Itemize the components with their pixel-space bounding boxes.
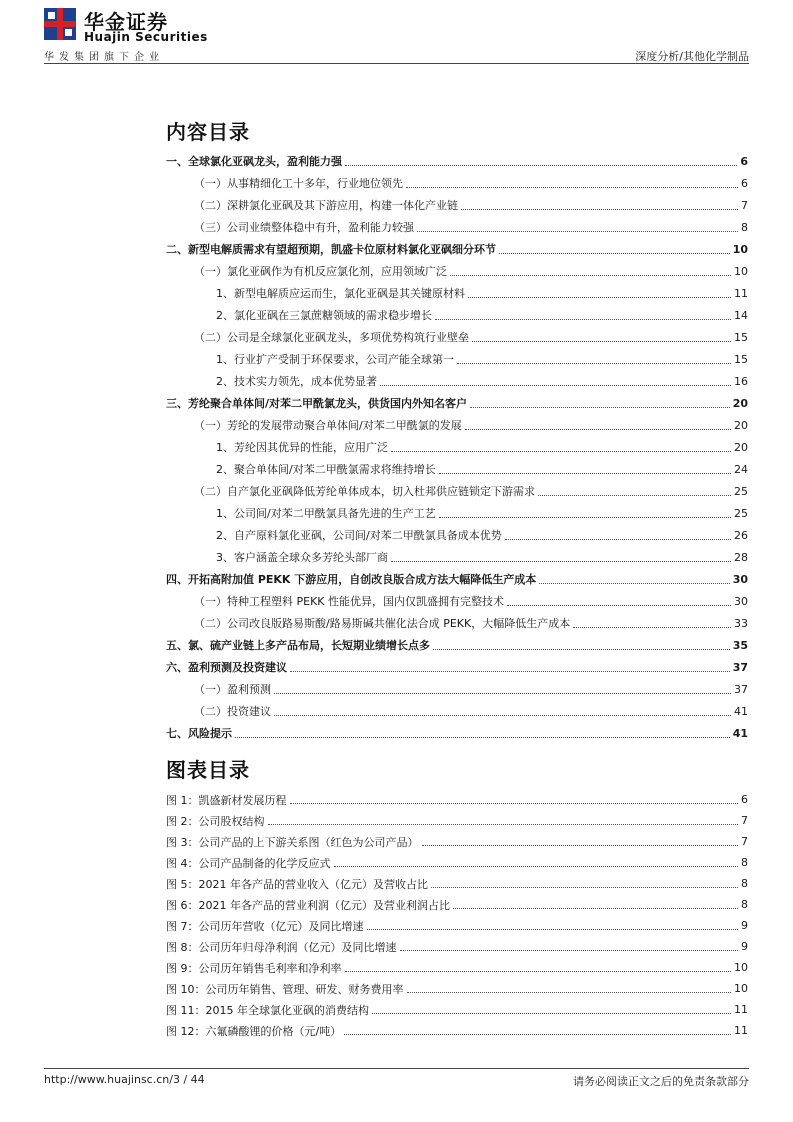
toc-entry-title: 3、客户涵盖全球众多芳纶头部厂商 — [216, 551, 388, 564]
toc-entry[interactable] — [166, 304, 748, 326]
toc-entry-page: 28 — [734, 550, 748, 564]
dot-leader — [470, 407, 730, 408]
toc-entry[interactable] — [166, 172, 748, 194]
figure-entry[interactable] — [166, 873, 748, 894]
toc-entry[interactable] — [166, 722, 748, 744]
toc-entry-page: 25 — [734, 484, 748, 498]
toc-entry-title: 五、氯、硫产业链上多产品布局，长短期业绩增长点多 — [166, 639, 430, 652]
toc-entry-page: 20 — [734, 418, 748, 432]
toc-entry[interactable] — [166, 150, 748, 172]
toc-entry-title: 二、新型电解质需求有望超预期，凯盛卡位原材料氯化亚砜细分环节 — [166, 243, 496, 256]
toc-entry-page: 16 — [734, 374, 748, 388]
toc-entry-page: 30 — [732, 572, 748, 586]
dot-leader — [539, 583, 729, 584]
toc-entry-page: 25 — [734, 506, 748, 520]
figure-entry-page: 8 — [741, 898, 748, 911]
dot-leader — [505, 539, 731, 540]
toc-entry[interactable] — [166, 436, 748, 458]
figure-entry[interactable] — [166, 999, 748, 1020]
toc-entry[interactable] — [166, 216, 748, 238]
toc-entry-page: 8 — [741, 220, 748, 234]
dot-leader — [400, 950, 739, 951]
toc-entry-page: 41 — [734, 704, 748, 718]
figure-entry-title: 图 4：公司产品制备的化学反应式 — [166, 856, 331, 870]
figure-entry-title: 图 3：公司产品的上下游关系图（红色为公司产品） — [166, 835, 419, 849]
toc-entry-title: 七、风险提示 — [166, 727, 232, 740]
footer-url[interactable]: http://www.huajinsc.cn/ — [44, 1073, 173, 1086]
toc-entry-title: 2、氯化亚砜在三氯蔗糖领域的需求稳步增长 — [216, 309, 432, 322]
figure-entry-title: 图 12：六氟磷酸锂的价格（元/吨） — [166, 1024, 342, 1038]
toc-entry[interactable] — [166, 524, 748, 546]
toc-entry-title: 六、盈利预测及投资建议 — [166, 661, 287, 674]
toc-entry[interactable] — [166, 238, 748, 260]
toc-entry-title: 1、行业扩产受制于环保要求，公司产能全球第一 — [216, 353, 454, 366]
figure-entry-page: 11 — [734, 1003, 748, 1016]
figure-entry[interactable] — [166, 1020, 748, 1041]
toc-entry-title: （一）芳纶的发展带动聚合单体间/对苯二甲酰氯的发展 — [194, 419, 462, 432]
dot-leader — [573, 627, 731, 628]
figure-entry-title: 图 10：公司历年销售、管理、研发、财务费用率 — [166, 982, 404, 996]
toc-entry-title: （三）公司业绩整体稳中有升，盈利能力较强 — [194, 221, 414, 234]
figure-entry-page: 9 — [741, 940, 748, 953]
figure-list — [166, 789, 748, 1041]
dot-leader — [468, 297, 731, 298]
dot-leader — [334, 866, 739, 867]
toc-entry-page: 37 — [732, 660, 748, 674]
toc-entry-page: 10 — [732, 242, 748, 256]
toc-entry-page: 14 — [734, 308, 748, 322]
dot-leader — [461, 209, 738, 210]
figure-entry-title: 图 8：公司历年归母净利润（亿元）及同比增速 — [166, 940, 397, 954]
dot-leader — [422, 845, 739, 846]
toc-entry[interactable] — [166, 392, 748, 414]
toc-entry[interactable] — [166, 414, 748, 436]
toc-entry-title: 1、芳纶因其优异的性能，应用广泛 — [216, 441, 388, 454]
figure-entry-page: 6 — [741, 793, 748, 806]
toc-entry-title: 2、聚合单体间/对苯二甲酰氯需求将维持增长 — [216, 463, 436, 476]
toc-entry[interactable] — [166, 546, 748, 568]
dot-leader — [439, 517, 731, 518]
dot-leader — [431, 887, 738, 888]
toc-entry-page: 7 — [741, 198, 748, 212]
toc-entry-page: 11 — [734, 286, 748, 300]
toc-entry-page: 26 — [734, 528, 748, 542]
header-subtitle: 华发集团旗下企业 — [44, 52, 164, 63]
toc-entry[interactable] — [166, 700, 748, 722]
dot-leader — [439, 473, 731, 474]
dot-leader — [235, 737, 730, 738]
report-type: 深度分析/其他化学制品 — [635, 50, 749, 63]
figure-entry-title: 图 5：2021 年各产品的营业收入（亿元）及营收占比 — [166, 877, 428, 891]
dot-leader — [472, 341, 731, 342]
dot-leader — [290, 803, 739, 804]
toc-entry-page: 37 — [734, 682, 748, 696]
toc-entry-title: 一、全球氯化亚砜龙头，盈利能力强 — [166, 155, 342, 168]
toc-entry-page: 24 — [734, 462, 748, 476]
dot-leader — [345, 971, 732, 972]
dot-leader — [499, 253, 730, 254]
toc-entry-title: （二）自产氯化亚砜降低芳纶单体成本，切入杜邦供应链锁定下游需求 — [194, 485, 535, 498]
toc-entry[interactable] — [166, 370, 748, 392]
toc-entry-page: 6 — [741, 176, 748, 190]
dot-leader — [274, 693, 731, 694]
header-divider — [44, 63, 749, 64]
toc-entry-title: 2、技术实力领先，成本优势显著 — [216, 375, 377, 388]
dot-leader — [538, 495, 731, 496]
toc-entry-page: 33 — [734, 616, 748, 630]
figure-entry-title: 图 2：公司股权结构 — [166, 814, 265, 828]
toc-entry[interactable] — [166, 326, 748, 348]
page-number: 3 / 44 — [172, 1073, 205, 1086]
toc-entry[interactable] — [166, 678, 748, 700]
figure-entry[interactable] — [166, 810, 748, 831]
dot-leader — [507, 605, 731, 606]
figure-entry-title: 图 9：公司历年销售毛利率和净利率 — [166, 961, 342, 975]
brand-name-cn: 华金证券 — [84, 10, 168, 34]
footer-disclaimer: 请务必阅读正文之后的免责条款部分 — [573, 1075, 749, 1088]
dot-leader — [268, 824, 739, 825]
dot-leader — [433, 649, 730, 650]
figure-entry-title: 图 11：2015 年全球氯化亚砜的消费结构 — [166, 1003, 369, 1017]
dot-leader — [406, 187, 738, 188]
toc-entry-page: 41 — [732, 726, 748, 740]
figure-entry-page: 7 — [741, 814, 748, 827]
footer-url-and-page — [44, 1073, 205, 1086]
figure-entry-page: 8 — [741, 877, 748, 890]
toc-entry-page: 35 — [732, 638, 748, 652]
toc-entry-page: 6 — [740, 154, 748, 168]
toc-entry[interactable] — [166, 656, 748, 678]
toc-entry-page: 10 — [734, 264, 748, 278]
figure-entry[interactable] — [166, 936, 748, 957]
toc-entry-title: 1、新型电解质应运而生，氯化亚砜是其关键原材料 — [216, 287, 465, 300]
dot-leader — [391, 561, 731, 562]
toc-entry-title: （一）氯化亚砜作为有机反应氯化剂，应用领域广泛 — [194, 265, 447, 278]
toc-entry[interactable] — [166, 458, 748, 480]
dot-leader — [367, 929, 739, 930]
figure-entry-page: 8 — [741, 856, 748, 869]
figure-entry-title: 图 1：凯盛新材发展历程 — [166, 793, 287, 807]
toc-entry-title: 2、自产原料氯化亚砜，公司间/对苯二甲酰氯具备成本优势 — [216, 529, 502, 542]
page-header — [44, 0, 749, 64]
huajin-logo-icon — [44, 8, 76, 40]
toc-entry-title: （二）投资建议 — [194, 705, 271, 718]
dot-leader — [290, 671, 730, 672]
toc-entry-page: 20 — [732, 396, 748, 410]
dot-leader — [345, 165, 737, 166]
figure-entry[interactable] — [166, 978, 748, 999]
figure-entry[interactable] — [166, 831, 748, 852]
toc-entry-title: （一）特种工程塑料 PEKK 性能优异，国内仅凯盛拥有完整技术 — [194, 595, 505, 608]
figure-entry-page: 7 — [741, 835, 748, 848]
toc-title: 内容目录 — [166, 120, 250, 144]
toc-entry-title: 1、公司间/对苯二甲酰氯具备先进的生产工艺 — [216, 507, 436, 520]
dot-leader — [380, 385, 731, 386]
toc-entry-title: 四、开拓高附加值 PEKK 下游应用，自创改良版合成方法大幅降低生产成本 — [166, 573, 537, 586]
dot-leader — [457, 363, 731, 364]
figure-entry[interactable] — [166, 957, 748, 978]
dot-leader — [372, 1013, 731, 1014]
toc-entry[interactable] — [166, 502, 748, 524]
dot-leader — [274, 715, 731, 716]
figure-entry[interactable] — [166, 789, 748, 810]
footer-divider — [44, 1068, 749, 1069]
figure-entry[interactable] — [166, 894, 748, 915]
toc-entry-title: （一）从事精细化工十多年，行业地位领先 — [194, 177, 403, 190]
toc-entry[interactable] — [166, 480, 748, 502]
dot-leader — [407, 992, 732, 993]
toc-entry-page: 20 — [734, 440, 748, 454]
toc-entry-title: （二）深耕氯化亚砜及其下游应用，构建一体化产业链 — [194, 199, 458, 212]
figure-list-title: 图表目录 — [166, 758, 250, 782]
dot-leader — [435, 319, 731, 320]
dot-leader — [417, 231, 738, 232]
toc-entry-title: 三、芳纶聚合单体间/对苯二甲酰氯龙头，供货国内外知名客户 — [166, 397, 468, 410]
figure-entry-page: 10 — [734, 982, 748, 995]
brand-name-en: Huajin Securities — [84, 30, 208, 44]
dot-leader — [453, 908, 738, 909]
dot-leader — [465, 429, 731, 430]
toc-entry[interactable] — [166, 282, 748, 304]
figure-entry-page: 10 — [734, 961, 748, 974]
toc-entry[interactable] — [166, 260, 748, 282]
toc-entry-title: （二）公司改良版路易斯酸/路易斯碱共催化法合成 PEKK，大幅降低生产成本 — [194, 617, 571, 630]
toc-entry[interactable] — [166, 590, 748, 612]
figure-entry[interactable] — [166, 915, 748, 936]
figure-entry-page: 9 — [741, 919, 748, 932]
figure-entry-page: 11 — [734, 1024, 748, 1037]
figure-entry[interactable] — [166, 852, 748, 873]
toc-entry-page: 30 — [734, 594, 748, 608]
dot-leader — [344, 1034, 731, 1035]
toc-entry-title: （一）盈利预测 — [194, 683, 271, 696]
dot-leader — [391, 451, 731, 452]
figure-entry-title: 图 7：公司历年营收（亿元）及同比增速 — [166, 919, 364, 933]
toc-entry-page: 15 — [734, 352, 748, 366]
toc-entry[interactable] — [166, 568, 748, 590]
toc-entry[interactable] — [166, 634, 748, 656]
toc-entry-title: （二）公司是全球氯化亚砜龙头，多项优势构筑行业壁垒 — [194, 331, 469, 344]
toc-entry-page: 15 — [734, 330, 748, 344]
dot-leader — [450, 275, 731, 276]
table-of-contents — [166, 150, 748, 744]
toc-entry[interactable] — [166, 194, 748, 216]
toc-entry[interactable] — [166, 348, 748, 370]
toc-entry[interactable] — [166, 612, 748, 634]
figure-entry-title: 图 6：2021 年各产品的营业利润（亿元）及营业利润占比 — [166, 898, 450, 912]
